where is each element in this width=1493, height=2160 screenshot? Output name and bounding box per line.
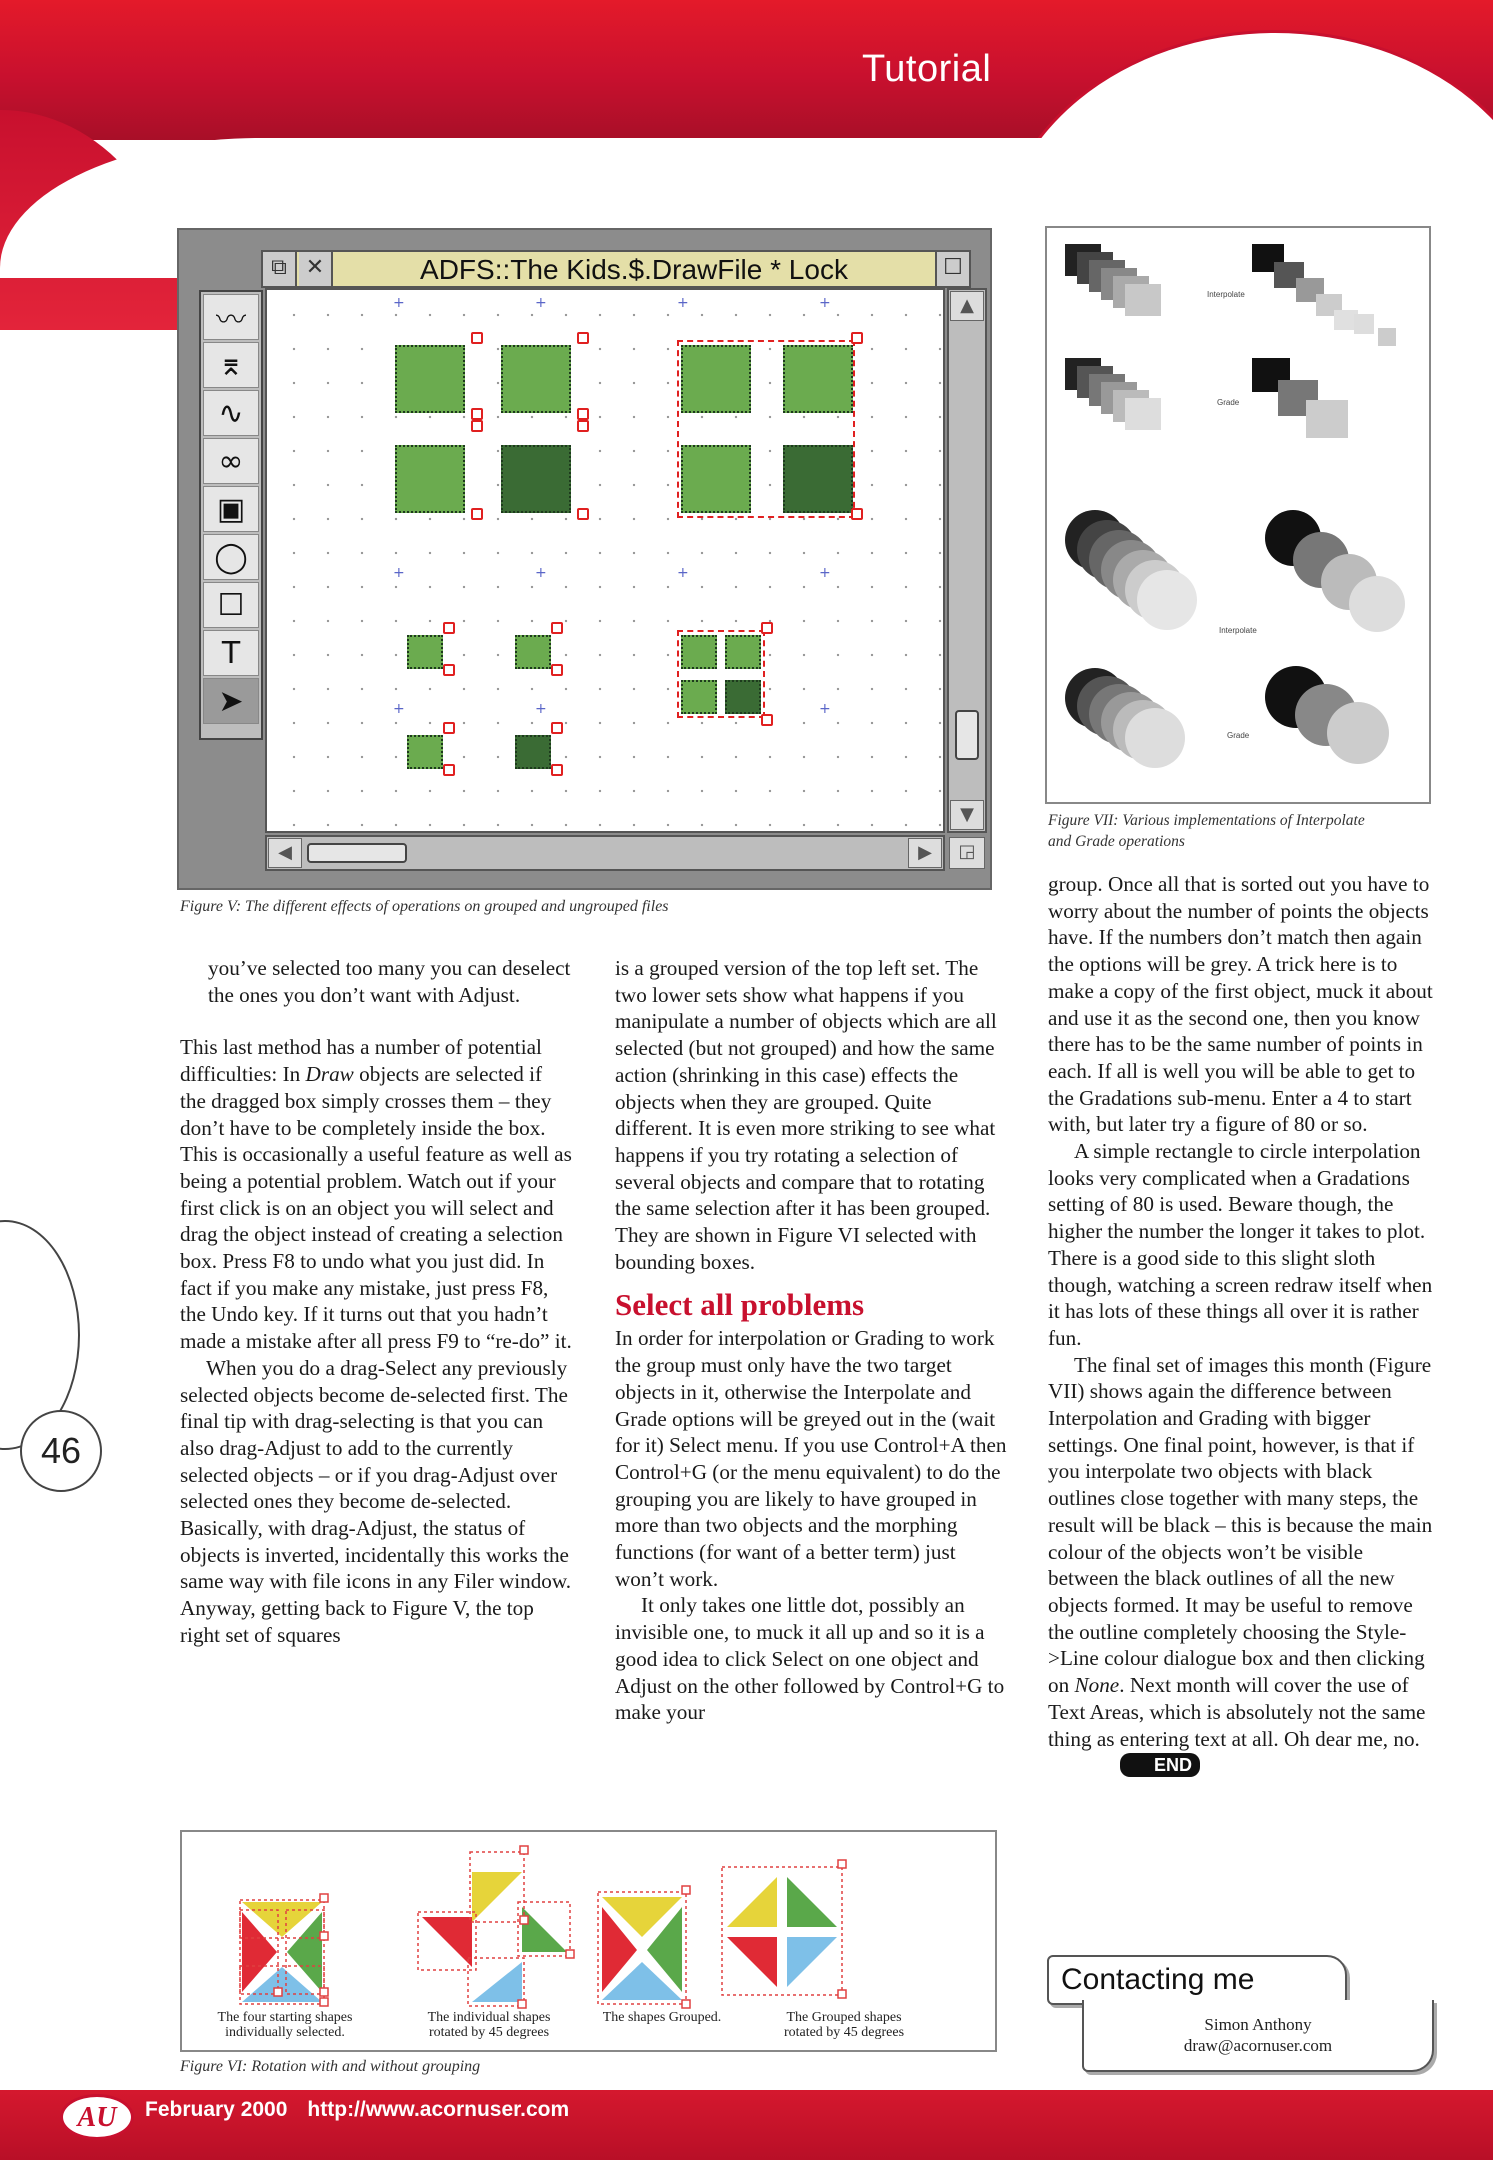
grid-marker: + xyxy=(535,701,547,717)
green-square[interactable] xyxy=(395,445,465,513)
label-line: The individual shapes xyxy=(427,2010,551,2025)
selection-handle[interactable] xyxy=(520,1846,528,1854)
adjust-size-icon[interactable]: ◲ xyxy=(949,837,985,869)
website-url[interactable]: http://www.acornuser.com xyxy=(307,2098,570,2121)
interpolate-label: Interpolate xyxy=(1207,290,1245,299)
small-green-square[interactable] xyxy=(407,735,443,769)
paragraph: is a grouped version of the top left set. The two lower sets show what happens if you manipulate a number of objects which are all selected (but not grouped) and how the same action (shrinking in this case) effects the objects when they are grouped. Quite different. It is even more striking to see what happens if you try rotating a selection of several objects and compare that to rotating the same selection after it has been grouped. They are shown in Figure VI selected with bounding boxes. xyxy=(615,956,997,1274)
closed-curve-tool-icon[interactable]: ∞ xyxy=(203,438,259,484)
yellow-triangle[interactable] xyxy=(727,1877,777,1927)
grid-marker: + xyxy=(677,295,689,311)
freehand-line-tool-icon[interactable]: 〰 xyxy=(203,294,259,340)
figure-vi-label xyxy=(404,2010,574,2040)
selection-handle[interactable] xyxy=(577,408,589,420)
contact-name: Simon Anthony xyxy=(1204,2015,1312,2034)
page-number: 46 xyxy=(40,1430,82,1471)
selection-handle[interactable] xyxy=(838,1990,846,1998)
vertical-scrollbar[interactable] xyxy=(947,288,987,833)
selection-handle[interactable] xyxy=(471,332,483,344)
label-line: The Grouped shapes xyxy=(786,2010,902,2025)
selection-handle[interactable] xyxy=(443,622,455,634)
rectangle-tool-icon[interactable]: ▣ xyxy=(203,486,259,532)
selection-handle[interactable] xyxy=(471,420,483,432)
figure-vii-caption-line: and Grade operations xyxy=(1048,833,1185,850)
figure-vi-caption: Figure VI: Rotation with and without grouping xyxy=(180,2058,481,2075)
selection-handle[interactable] xyxy=(566,1950,574,1958)
paragraph: group. Once all that is sorted out you have to worry about the number of points the objects have. If the numbers don’t match then again the options will be grey. A trick here is to make a copy of the first object, muck it about and use it as the second one, then you know there has to be the same number of points in each. If all is well you will be able to get to the Gradations sub-menu. Enter a 4 to start with, but later try a figure of 80 or so. xyxy=(1048,872,1433,1137)
article-column-2 xyxy=(615,955,1007,1726)
emphasis-none: None xyxy=(1074,1673,1120,1698)
blue-triangle[interactable] xyxy=(787,1937,837,1987)
figure-vii xyxy=(1045,226,1431,804)
green-square[interactable] xyxy=(681,345,751,413)
green-square[interactable] xyxy=(395,345,465,413)
grade-label: Grade xyxy=(1227,731,1250,740)
grid-marker: + xyxy=(677,565,689,581)
close-icon[interactable]: ✕ xyxy=(299,252,333,286)
selection-handle[interactable] xyxy=(851,508,863,520)
selection-handle[interactable] xyxy=(761,622,773,634)
small-green-square[interactable] xyxy=(681,635,717,669)
article-column-1 xyxy=(180,955,572,1649)
small-dark-green-square[interactable] xyxy=(515,735,551,769)
draw-canvas[interactable] xyxy=(265,288,945,833)
yellow-triangle[interactable] xyxy=(472,1872,522,1922)
selection-handle[interactable] xyxy=(320,1998,328,2006)
draw-toolbox xyxy=(199,290,263,740)
selection-handle[interactable] xyxy=(551,622,563,634)
selection-handle[interactable] xyxy=(551,664,563,676)
grid-marker: + xyxy=(393,295,405,311)
selection-handle[interactable] xyxy=(320,1894,328,1902)
selection-handle[interactable] xyxy=(320,1932,328,1940)
grid-marker: + xyxy=(393,701,405,717)
scroll-left-icon[interactable]: ◀ xyxy=(268,838,302,868)
dark-green-square[interactable] xyxy=(783,445,853,513)
scroll-right-icon[interactable]: ▶ xyxy=(908,838,942,868)
horizontal-scrollbar[interactable] xyxy=(265,835,945,871)
text-run: The final set of images this month (Figure VII) shows again the difference between Interpolation and Grading with bigger settings. One final point, however, is that if you interpolate two objects with black outlines close together with many steps, the result will be black – this is because the main colour of the objects won’t be visible between the black outlines of all the new objects formed. It may be useful to remove the outline completely choosing the Style->Line colour dialogue box and then clicking on xyxy=(1048,1352,1433,1698)
paragraph xyxy=(1048,1352,1435,1779)
grade-label: Grade xyxy=(1217,398,1240,407)
selection-handle[interactable] xyxy=(443,664,455,676)
contact-email[interactable]: draw@acornuser.com xyxy=(1183,2036,1333,2055)
red-triangle[interactable] xyxy=(422,1917,472,1967)
contact-box xyxy=(1082,2000,1434,2072)
selection-handle[interactable] xyxy=(471,508,483,520)
selection-handle[interactable] xyxy=(577,420,589,432)
green-square[interactable] xyxy=(501,345,571,413)
dark-green-square[interactable] xyxy=(501,445,571,513)
acorn-user-logo: AU xyxy=(60,2094,134,2140)
red-triangle[interactable] xyxy=(727,1937,777,1987)
article-column-3 xyxy=(1048,871,1435,1779)
scroll-up-icon[interactable]: ▲ xyxy=(950,291,984,321)
end-badge: END xyxy=(1120,1753,1200,1777)
small-green-square[interactable] xyxy=(515,635,551,669)
paragraph: When you do a drag-Select any previously selected objects become de-selected first. The final tip with drag-selecting is that you can also drag-Adjust to add to the currently selected objects – or if you drag-Adjust over selected ones they become de-selected. Basically, with drag-Adjust, the status of objects is inverted, incidentally this works the same way with file icons in any Filer window. Anyway, getting back to Figure V, the top right set of squares xyxy=(180,1355,572,1647)
page-header xyxy=(0,0,1493,140)
figure-vi-label xyxy=(582,2010,742,2025)
selection-handle[interactable] xyxy=(274,1988,282,1996)
small-dark-green-square[interactable] xyxy=(725,680,761,714)
selection-handle[interactable] xyxy=(682,2000,690,2008)
contact-box-title xyxy=(1047,1955,1347,2005)
emphasis-draw: Draw xyxy=(305,1062,354,1087)
grid-marker: + xyxy=(819,295,831,311)
label-line: The shapes Grouped. xyxy=(602,2010,722,2025)
selection-handle[interactable] xyxy=(471,408,483,420)
window-titlebar[interactable] xyxy=(261,250,971,288)
rectangle-outline-tool-icon[interactable]: ☐ xyxy=(203,582,259,628)
grid-marker: + xyxy=(535,295,547,311)
interpolate-label: Interpolate xyxy=(1219,626,1257,635)
figure-v-caption: Figure V: The different effects of operations on grouped and ungrouped files xyxy=(180,898,669,915)
paragraph: A simple rectangle to circle interpolation looks very complicated when a Gradations setting of 80 is used. Beware though, the higher the number the longer it takes to plot. There is a good side to this slight sloth though, watching a screen redraw itself when it has lots of these things all over it is rather fun. xyxy=(1048,1139,1433,1350)
window-title: ADFS::The Kids.$.DrawFile * Lock xyxy=(420,254,848,285)
label-line: rotated by 45 degrees xyxy=(428,2025,550,2040)
selection-handle[interactable] xyxy=(443,764,455,776)
horizontal-scroll-thumb[interactable] xyxy=(307,843,407,863)
selection-handle[interactable] xyxy=(577,508,589,520)
select-tool-icon[interactable]: ➤ xyxy=(203,678,259,724)
selection-handle[interactable] xyxy=(518,2000,526,2008)
text-run: This last method has a number of potential difficulties: In xyxy=(180,1035,542,1087)
contact-title: Contacting me xyxy=(1061,1963,1255,1996)
selection-handle[interactable] xyxy=(761,714,773,726)
section-title: Tutorial xyxy=(862,48,992,90)
green-triangle[interactable] xyxy=(522,1907,567,1952)
bounding-box xyxy=(722,1867,842,1995)
section-heading: Select all problems xyxy=(615,1287,865,1323)
scroll-down-icon[interactable]: ▼ xyxy=(950,800,984,830)
selection-handle[interactable] xyxy=(838,1860,846,1868)
selection-handle[interactable] xyxy=(551,722,563,734)
label-line: individually selected. xyxy=(225,2025,345,2040)
grid-marker: + xyxy=(393,565,405,581)
paragraph: It only takes one little dot, possibly an invisible one, to muck it all up and so it is a good idea to click Select on one object and Adjust on the other followed by Control+G to make your xyxy=(615,1593,1005,1725)
blue-triangle[interactable] xyxy=(472,1962,522,2002)
text-tool-icon[interactable]: T xyxy=(203,630,259,676)
small-green-square[interactable] xyxy=(725,635,761,669)
small-green-square[interactable] xyxy=(407,635,443,669)
grid-marker: + xyxy=(535,565,547,581)
paragraph: you’ve selected too many you can deselect the ones you don’t want with Adjust. xyxy=(208,956,571,1007)
figure-vii-caption-line: Figure VII: Various implementations of Interpolate xyxy=(1048,812,1365,829)
green-square[interactable] xyxy=(681,445,751,513)
figure-vi-label xyxy=(200,2010,370,2040)
text-run: objects are selected if the dragged box simply crosses them – they don’t have to be completely inside the box. This is occasionally a useful feature as well as being a potential problem. Watch out if your first click is on an object you will select and drag the object instead of creating a selection box. Press F8 to undo what you just did. In fact if you make any mistake, just press F8, the Undo key. If it turns out that you hadn’t made a mistake after all press F9 to “re-do” it. xyxy=(180,1062,572,1354)
green-triangle[interactable] xyxy=(787,1877,837,1927)
paragraph xyxy=(180,1034,572,1354)
ellipse-tool-icon[interactable]: ◯ xyxy=(203,534,259,580)
issue-date: February 2000 xyxy=(145,2098,288,2121)
label-line: rotated by 45 degrees xyxy=(783,2025,905,2040)
selection-handle[interactable] xyxy=(851,332,863,344)
label-line: The four starting shapes xyxy=(217,2010,353,2025)
back-icon[interactable]: ⧉ xyxy=(263,252,297,286)
curve-tool-icon[interactable]: ∿ xyxy=(203,390,259,436)
figure-vii-caption xyxy=(1048,810,1365,852)
footer-text xyxy=(145,2098,569,2122)
text-run: . Next month will cover the use of Text Areas, which is absolutely not the same thing as entering text at all. Oh dear me, no. xyxy=(1048,1673,1426,1751)
paragraph: In order for interpolation or Grading to work the group must only have the two target objects in it, otherwise the Interpolate and Grade options will be greyed out in the (wait for it) Select menu. If you use Control+A then Control+G (or the menu equivalent) to do the grouping you are likely to have grouped in more than two objects and the morphing functions (for want of a better term) just won’t work. xyxy=(615,1326,1007,1591)
small-green-square[interactable] xyxy=(681,680,717,714)
selection-handle[interactable] xyxy=(520,1916,528,1924)
grid-marker: + xyxy=(819,565,831,581)
selection-handle[interactable] xyxy=(577,332,589,344)
selection-handle[interactable] xyxy=(443,722,455,734)
selection-handle[interactable] xyxy=(682,1886,690,1894)
selection-handle[interactable] xyxy=(320,1988,328,1996)
vertical-scroll-thumb[interactable] xyxy=(955,710,979,760)
grid-marker: + xyxy=(819,701,831,717)
figure-v-window xyxy=(177,228,992,890)
green-square[interactable] xyxy=(783,345,853,413)
toggle-size-icon[interactable]: ☐ xyxy=(935,252,969,286)
polygon-tool-icon[interactable]: ⌆ xyxy=(203,342,259,388)
selection-handle[interactable] xyxy=(551,764,563,776)
figure-vi xyxy=(180,1830,997,2052)
figure-vi-label xyxy=(754,2010,934,2040)
